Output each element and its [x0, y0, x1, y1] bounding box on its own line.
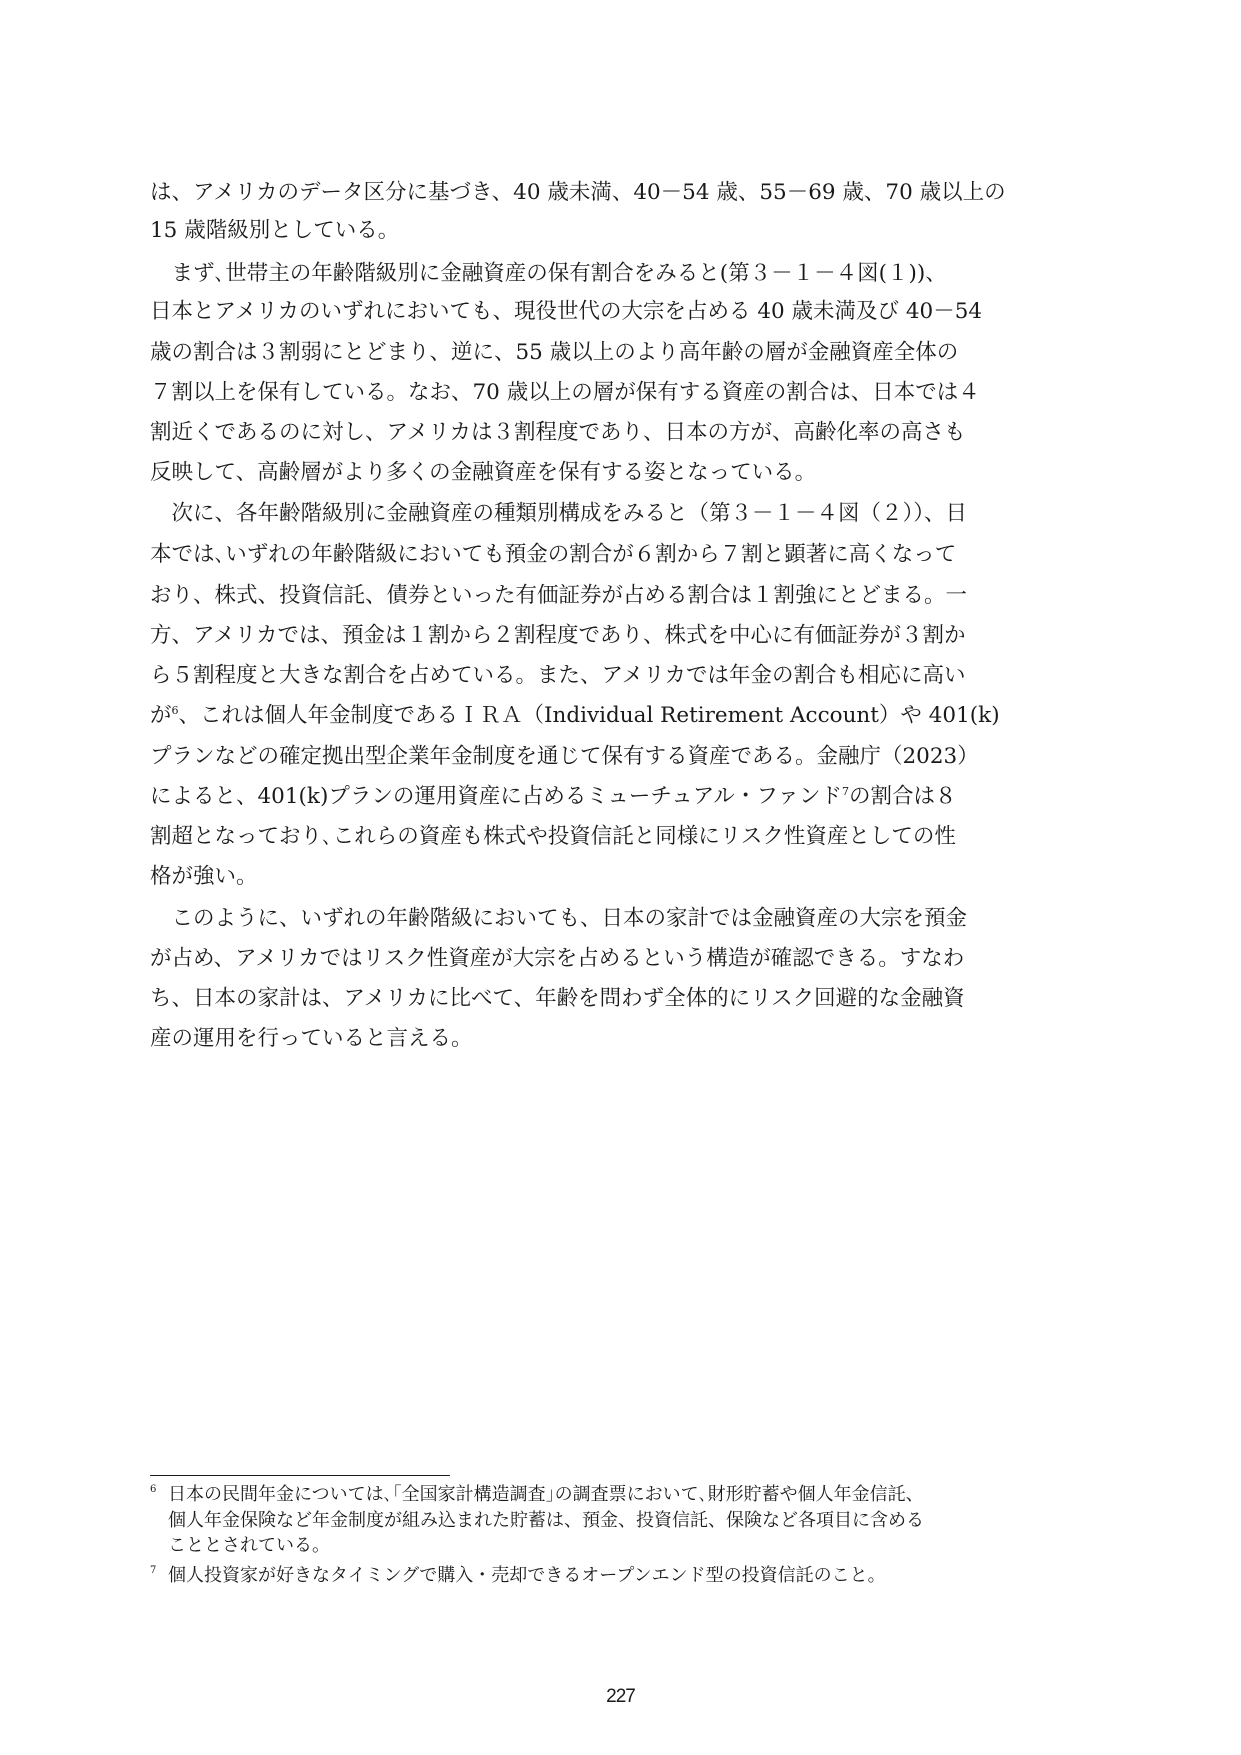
body-line: おり、株式、投資信託、債券といった有価証券が占める割合は１割強にとどまる。一: [150, 583, 968, 608]
body-line-with-footnote-6: [150, 697, 1092, 735]
body-line: プランなどの確定拠出型企業年金制度を通じて保有する資産である。金融庁（2023）: [150, 744, 979, 769]
footnote-7: [150, 1563, 1092, 1589]
footnote-text: 個人投資家が好きなタイミングで購入・売却できるオープンエンド型の投資信託のこと。: [168, 1565, 886, 1586]
footnote-6: [150, 1482, 1092, 1508]
footnote-divider: [150, 1475, 450, 1476]
footnote-mark: 7: [150, 1565, 157, 1576]
body-text: の割合は８: [848, 784, 957, 809]
body-line: ７割以上を保有している。なお、70 歳以上の層が保有する資産の割合は、日本では４: [150, 380, 980, 405]
body-line: ら５割程度と大きな割合を占めている。また、アメリカでは年金の割合も相応に高い: [150, 663, 966, 688]
body-line: が占め、アメリカではリスク性資産が大宗を占めるという構造が確認できる。すなわ: [150, 946, 965, 971]
body-text: が: [150, 703, 172, 728]
body-line: 反映して、高齢層がより多くの金融資産を保有する姿となっている。: [150, 460, 817, 485]
body-line: ち、日本の家計は、アメリカに比べて、年齢を問わず全体的にリスク回避的な金融資: [150, 986, 965, 1011]
body-line: 方、アメリカでは、預金は１割から２割程度であり、株式を中心に有価証券が３割か: [150, 623, 966, 648]
body-line: 次に、各年齢階級別に金融資産の種類別構成をみると（第３－１－４図（２））、日: [150, 501, 968, 526]
body-line: 本では､いずれの年齢階級においても預金の割合が６割から７割と顕著に高くなって: [150, 542, 957, 567]
body-line: 格が強い。: [150, 864, 258, 889]
footnote-6-continuation: こととされている。: [168, 1535, 330, 1556]
body-line: 割超となっており､これらの資産も株式や投資信託と同様にリスク性資産としての性: [150, 824, 956, 849]
body-line: 15 歳階級別としている。: [150, 218, 400, 243]
body-line: 歳の割合は３割弱にとどまり、逆に、55 歳以上のより高年齢の層が金融資産全体の: [150, 340, 959, 365]
body-line: 産の運用を行っていると言える。: [150, 1026, 473, 1051]
body-line: まず､世帯主の年齢階級別に金融資産の保有割合をみると(第３－１－４図(１))、: [150, 261, 947, 286]
footnote-reference-6[interactable]: 6: [171, 703, 179, 717]
body-line: 割近くであるのに対し、アメリカは３割程度であり、日本の方が、高齢化率の高さも: [150, 420, 966, 445]
body-line: は、アメリカのデータ区分に基づき、40 歳未満、40－54 歳、55－69 歳、70 歳以上の: [150, 180, 1006, 205]
footnote-reference-7[interactable]: 7: [841, 784, 849, 798]
body-line: 日本とアメリカのいずれにおいても、現役世代の大宗を占める 40 歳未満及び 40－54: [150, 299, 983, 324]
body-line: このように、いずれの年齢階級においても、日本の家計では金融資産の大宗を預金: [150, 906, 968, 931]
page-number: 227: [606, 1686, 635, 1707]
footnote-mark: 6: [150, 1484, 157, 1495]
footnote-text: 日本の民間年金については､｢全国家計構造調査｣の調査票において､財形貯蓄や個人年金信託、: [168, 1484, 924, 1505]
body-text: によると、401(k)プランの運用資産に占めるミューチュアル・ファンド: [150, 784, 842, 809]
footnote-6-continuation: 個人年金保険など年金制度が組み込まれた貯蓄は、預金、投資信託、保険など各項目に含める: [168, 1510, 924, 1531]
body-text: 、これは個人年金制度であるＩＲＡ（Individual Retirement Account）や 401(k): [178, 703, 1000, 728]
body-line-with-footnote-7: [150, 778, 1092, 816]
